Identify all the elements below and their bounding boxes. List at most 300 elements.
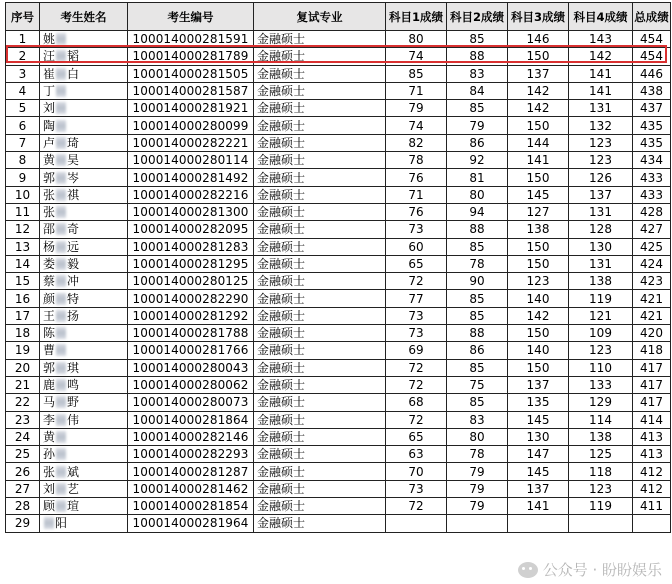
name-given: 伟 — [67, 412, 80, 427]
name-surname: 汪 — [43, 49, 56, 64]
cell-index: 18 — [6, 325, 40, 342]
cell-subject3: 150 — [508, 238, 569, 255]
cell-subject1: 72 — [386, 411, 447, 428]
cell-subject3: 142 — [508, 82, 569, 99]
cell-subject4: 141 — [569, 65, 633, 82]
name-surname: 黄 — [43, 153, 56, 168]
cell-major: 金融硕士 — [254, 411, 386, 428]
wechat-icon — [518, 562, 538, 578]
cell-id: 100014000281964 — [128, 515, 254, 532]
cell-total: 414 — [633, 411, 671, 428]
cell-index: 2 — [6, 48, 40, 65]
cell-subject1: 70 — [386, 463, 447, 480]
cell-total: 412 — [633, 463, 671, 480]
cell-index: 10 — [6, 186, 40, 203]
name-surname: 曹 — [43, 343, 56, 358]
table-row — [6, 117, 671, 134]
cell-id: 100014000281788 — [128, 325, 254, 342]
cell-subject2: 85 — [447, 394, 508, 411]
cell-subject3: 144 — [508, 134, 569, 151]
cell-major: 金融硕士 — [254, 82, 386, 99]
name-given: 鸣 — [67, 378, 80, 393]
cell-id: 100014000280062 — [128, 376, 254, 393]
table-row — [6, 411, 671, 428]
cell-id: 100014000281766 — [128, 342, 254, 359]
cell-total: 417 — [633, 359, 671, 376]
cell-total: 411 — [633, 498, 671, 515]
table-row — [6, 376, 671, 393]
cell-total: 418 — [633, 342, 671, 359]
cell-name — [40, 48, 128, 65]
name-surname: 娄 — [43, 257, 56, 271]
cell-major: 金融硕士 — [254, 273, 386, 290]
cell-index: 11 — [6, 203, 40, 220]
name-redaction — [56, 189, 66, 201]
cell-total: 413 — [633, 446, 671, 463]
name-surname: 王 — [43, 308, 56, 323]
name-redaction — [56, 223, 66, 235]
cell-subject1: 82 — [386, 134, 447, 151]
cell-total: 417 — [633, 394, 671, 411]
cell-name — [40, 273, 128, 290]
name-redaction — [56, 466, 66, 478]
cell-total: 424 — [633, 255, 671, 272]
cell-subject1: 80 — [386, 31, 447, 48]
cell-subject4: 132 — [569, 117, 633, 134]
cell-index: 3 — [6, 65, 40, 82]
name-surname: 丁 — [43, 84, 56, 99]
cell-major: 金融硕士 — [254, 238, 386, 255]
cell-name — [40, 325, 128, 342]
cell-name — [40, 446, 128, 463]
cell-subject2: 85 — [447, 290, 508, 307]
cell-major: 金融硕士 — [254, 203, 386, 220]
cell-name — [40, 31, 128, 48]
cell-subject3: 140 — [508, 290, 569, 307]
cell-total: 413 — [633, 428, 671, 445]
name-redaction — [56, 500, 66, 512]
cell-subject3: 142 — [508, 100, 569, 117]
cell-index: 14 — [6, 255, 40, 272]
cell-subject3: 150 — [508, 48, 569, 65]
cell-major: 金融硕士 — [254, 359, 386, 376]
name-surname: 邵 — [43, 222, 56, 237]
cell-index: 22 — [6, 394, 40, 411]
cell-name — [40, 117, 128, 134]
cell-subject4: 125 — [569, 446, 633, 463]
cell-major: 金融硕士 — [254, 134, 386, 151]
table-row — [6, 238, 671, 255]
cell-subject2: 83 — [447, 65, 508, 82]
cell-name — [40, 238, 128, 255]
cell-id: 100014000280043 — [128, 359, 254, 376]
cell-subject3: 130 — [508, 428, 569, 445]
name-redaction — [56, 241, 66, 253]
cell-name — [40, 307, 128, 324]
cell-subject4: 128 — [569, 221, 633, 238]
cell-subject3: 146 — [508, 31, 569, 48]
name-redaction — [56, 85, 66, 97]
table-row — [6, 498, 671, 515]
cell-name — [40, 186, 128, 203]
cell-subject4: 114 — [569, 411, 633, 428]
name-given: 瑄 — [67, 499, 80, 514]
name-given: 白 — [67, 66, 80, 81]
cell-subject1: 65 — [386, 255, 447, 272]
cell-subject3: 127 — [508, 203, 569, 220]
header-id: 考生编号 — [128, 3, 254, 31]
cell-index: 17 — [6, 307, 40, 324]
cell-subject4: 143 — [569, 31, 633, 48]
name-surname: 黄 — [43, 429, 56, 444]
name-redaction — [56, 344, 66, 356]
name-redaction — [56, 258, 66, 270]
name-given: 祺 — [67, 187, 80, 202]
cell-subject2: 85 — [447, 100, 508, 117]
cell-subject3: 145 — [508, 463, 569, 480]
table-row — [6, 169, 671, 186]
cell-subject1: 73 — [386, 221, 447, 238]
header-subject2: 科目2成绩 — [447, 3, 508, 31]
name-surname: 郭 — [43, 360, 56, 375]
cell-index: 5 — [6, 100, 40, 117]
cell-subject2: 80 — [447, 428, 508, 445]
cell-total: 425 — [633, 238, 671, 255]
cell-subject4: 138 — [569, 273, 633, 290]
cell-subject2: 84 — [447, 82, 508, 99]
cell-subject4: 110 — [569, 359, 633, 376]
name-redaction — [56, 396, 66, 408]
name-given: 阳 — [55, 516, 68, 531]
cell-index: 21 — [6, 376, 40, 393]
header-name: 考生姓名 — [40, 3, 128, 31]
cell-subject1: 73 — [386, 325, 447, 342]
cell-id: 100014000282290 — [128, 290, 254, 307]
cell-major: 金融硕士 — [254, 515, 386, 532]
table-row — [6, 273, 671, 290]
name-surname: 陈 — [43, 326, 56, 341]
cell-subject4: 126 — [569, 169, 633, 186]
cell-major: 金融硕士 — [254, 463, 386, 480]
cell-major: 金融硕士 — [254, 117, 386, 134]
cell-subject2: 90 — [447, 273, 508, 290]
cell-subject3: 150 — [508, 359, 569, 376]
cell-major: 金融硕士 — [254, 31, 386, 48]
cell-subject2: 85 — [447, 31, 508, 48]
cell-name — [40, 169, 128, 186]
cell-id: 100014000281283 — [128, 238, 254, 255]
cell-subject1: 73 — [386, 307, 447, 324]
name-given: 奇 — [67, 222, 80, 237]
cell-index: 26 — [6, 463, 40, 480]
cell-subject3: 138 — [508, 221, 569, 238]
cell-subject2: 85 — [447, 359, 508, 376]
cell-subject2: 86 — [447, 342, 508, 359]
header-index: 序号 — [6, 3, 40, 31]
cell-subject2: 88 — [447, 325, 508, 342]
table-row — [6, 134, 671, 151]
watermark-text: 公众号 · 盼盼娱乐 — [542, 561, 662, 579]
cell-id: 100014000280125 — [128, 273, 254, 290]
cell-major: 金融硕士 — [254, 48, 386, 65]
cell-subject3: 135 — [508, 394, 569, 411]
cell-id: 100014000282146 — [128, 428, 254, 445]
cell-id: 100014000281591 — [128, 31, 254, 48]
name-redaction — [56, 102, 66, 114]
cell-subject2: 85 — [447, 238, 508, 255]
name-surname: 鹿 — [43, 378, 56, 393]
cell-index: 28 — [6, 498, 40, 515]
cell-total: 420 — [633, 325, 671, 342]
cell-subject2 — [447, 515, 508, 532]
cell-subject2: 78 — [447, 446, 508, 463]
table-row — [6, 428, 671, 445]
cell-name — [40, 498, 128, 515]
cell-subject2: 88 — [447, 48, 508, 65]
cell-subject1: 74 — [386, 117, 447, 134]
cell-subject4: 142 — [569, 48, 633, 65]
cell-subject3 — [508, 515, 569, 532]
cell-total: 421 — [633, 307, 671, 324]
header-total: 总成绩 — [633, 3, 671, 31]
cell-subject4: 123 — [569, 134, 633, 151]
table-row — [6, 515, 671, 532]
cell-major: 金融硕士 — [254, 290, 386, 307]
table-row — [6, 307, 671, 324]
cell-subject3: 150 — [508, 325, 569, 342]
cell-name — [40, 411, 128, 428]
table-row — [6, 359, 671, 376]
cell-subject4: 138 — [569, 428, 633, 445]
cell-subject2: 81 — [447, 169, 508, 186]
name-redaction — [56, 310, 66, 322]
name-surname: 杨 — [43, 239, 56, 254]
cell-index: 15 — [6, 273, 40, 290]
cell-name — [40, 515, 128, 532]
cell-index: 19 — [6, 342, 40, 359]
table-row — [6, 82, 671, 99]
cell-subject4: 131 — [569, 100, 633, 117]
cell-subject4: 131 — [569, 203, 633, 220]
name-redaction — [56, 275, 66, 287]
name-given: 特 — [67, 291, 80, 306]
table-row — [6, 463, 671, 480]
cell-name — [40, 100, 128, 117]
score-table — [5, 2, 671, 533]
cell-subject3: 137 — [508, 480, 569, 497]
cell-subject2: 79 — [447, 498, 508, 515]
cell-subject2: 75 — [447, 376, 508, 393]
name-surname: 崔 — [43, 66, 56, 81]
cell-total: 454 — [633, 48, 671, 65]
table-row — [6, 31, 671, 48]
cell-index: 16 — [6, 290, 40, 307]
cell-subject4: 109 — [569, 325, 633, 342]
name-given: 野 — [67, 395, 80, 410]
cell-major: 金融硕士 — [254, 307, 386, 324]
table-row — [6, 203, 671, 220]
table-row — [6, 480, 671, 497]
cell-total: 438 — [633, 82, 671, 99]
cell-subject4: 118 — [569, 463, 633, 480]
cell-subject2: 92 — [447, 152, 508, 169]
name-redaction — [56, 154, 66, 166]
cell-subject2: 78 — [447, 255, 508, 272]
cell-subject3: 141 — [508, 498, 569, 515]
name-redaction — [56, 483, 66, 495]
cell-subject2: 79 — [447, 480, 508, 497]
cell-total: 454 — [633, 31, 671, 48]
name-surname: 刘 — [43, 101, 56, 116]
name-surname: 颜 — [43, 291, 56, 306]
cell-subject4: 123 — [569, 152, 633, 169]
name-given: 琦 — [67, 135, 80, 150]
cell-index: 12 — [6, 221, 40, 238]
cell-id: 100014000280099 — [128, 117, 254, 134]
cell-subject2: 85 — [447, 307, 508, 324]
cell-id: 100014000281921 — [128, 100, 254, 117]
cell-subject3: 140 — [508, 342, 569, 359]
cell-subject1: 76 — [386, 203, 447, 220]
cell-subject3: 150 — [508, 169, 569, 186]
cell-subject4: 133 — [569, 376, 633, 393]
cell-subject1: 78 — [386, 152, 447, 169]
cell-index: 20 — [6, 359, 40, 376]
name-given: 斌 — [67, 464, 80, 479]
name-redaction — [56, 33, 66, 45]
cell-id: 100014000282095 — [128, 221, 254, 238]
name-surname: 卢 — [43, 135, 56, 150]
cell-name — [40, 394, 128, 411]
cell-total: 428 — [633, 203, 671, 220]
cell-id: 100014000281287 — [128, 463, 254, 480]
cell-id: 100014000281789 — [128, 48, 254, 65]
name-given: 昊 — [67, 153, 80, 168]
cell-name — [40, 376, 128, 393]
table-header — [6, 3, 671, 31]
name-redaction — [56, 293, 66, 305]
name-given: 艺 — [67, 481, 80, 496]
table-row — [6, 186, 671, 203]
cell-subject1: 69 — [386, 342, 447, 359]
cell-index: 7 — [6, 134, 40, 151]
table-row — [6, 325, 671, 342]
cell-subject1: 73 — [386, 480, 447, 497]
cell-subject3: 150 — [508, 117, 569, 134]
cell-name — [40, 221, 128, 238]
cell-total: 421 — [633, 290, 671, 307]
cell-id: 100014000281462 — [128, 480, 254, 497]
cell-name — [40, 290, 128, 307]
cell-subject3: 145 — [508, 186, 569, 203]
name-redaction — [56, 172, 66, 184]
watermark — [518, 559, 662, 580]
cell-index: 9 — [6, 169, 40, 186]
cell-subject3: 123 — [508, 273, 569, 290]
name-given: 琪 — [67, 360, 80, 375]
cell-subject1: 72 — [386, 376, 447, 393]
name-surname: 顾 — [43, 499, 56, 514]
cell-subject1: 65 — [386, 428, 447, 445]
cell-name — [40, 65, 128, 82]
name-given: 岑 — [67, 170, 80, 185]
cell-subject2: 83 — [447, 411, 508, 428]
cell-subject1 — [386, 515, 447, 532]
cell-index: 8 — [6, 152, 40, 169]
cell-total: 433 — [633, 169, 671, 186]
cell-index: 4 — [6, 82, 40, 99]
name-redaction — [56, 414, 66, 426]
name-surname: 姚 — [43, 32, 56, 47]
name-redaction — [56, 327, 66, 339]
cell-index: 1 — [6, 31, 40, 48]
table-row — [6, 152, 671, 169]
name-surname: 李 — [43, 412, 56, 427]
cell-subject4: 137 — [569, 186, 633, 203]
cell-major: 金融硕士 — [254, 342, 386, 359]
cell-name — [40, 152, 128, 169]
name-given: 毅 — [67, 257, 80, 271]
cell-subject1: 72 — [386, 498, 447, 515]
cell-total: 427 — [633, 221, 671, 238]
table-row — [6, 221, 671, 238]
cell-subject1: 76 — [386, 169, 447, 186]
name-surname: 蔡 — [43, 274, 56, 289]
cell-id: 100014000281587 — [128, 82, 254, 99]
cell-subject1: 71 — [386, 186, 447, 203]
name-redaction — [56, 379, 66, 391]
cell-id: 100014000280073 — [128, 394, 254, 411]
cell-major: 金融硕士 — [254, 325, 386, 342]
cell-name — [40, 134, 128, 151]
cell-subject2: 88 — [447, 221, 508, 238]
cell-id: 100014000282293 — [128, 446, 254, 463]
cell-subject3: 141 — [508, 152, 569, 169]
cell-id: 100014000281492 — [128, 169, 254, 186]
name-redaction — [56, 120, 66, 132]
cell-id: 100014000282221 — [128, 134, 254, 151]
cell-id: 100014000281864 — [128, 411, 254, 428]
table-row — [6, 290, 671, 307]
table-row — [6, 255, 671, 272]
cell-major: 金融硕士 — [254, 100, 386, 117]
header-subject1: 科目1成绩 — [386, 3, 447, 31]
name-surname: 张 — [43, 464, 56, 479]
cell-subject1: 79 — [386, 100, 447, 117]
name-given: 冲 — [67, 274, 80, 289]
cell-total: 435 — [633, 134, 671, 151]
cell-major: 金融硕士 — [254, 428, 386, 445]
cell-name — [40, 428, 128, 445]
cell-total: 417 — [633, 376, 671, 393]
name-given: 远 — [67, 239, 80, 254]
table-row — [6, 446, 671, 463]
cell-subject1: 72 — [386, 273, 447, 290]
table-row — [6, 342, 671, 359]
cell-subject1: 77 — [386, 290, 447, 307]
name-surname: 张 — [43, 187, 56, 202]
name-surname: 陶 — [43, 118, 56, 133]
cell-index: 25 — [6, 446, 40, 463]
cell-subject4: 141 — [569, 82, 633, 99]
name-redaction — [44, 517, 54, 529]
cell-name — [40, 480, 128, 497]
cell-major: 金融硕士 — [254, 394, 386, 411]
cell-subject3: 137 — [508, 376, 569, 393]
cell-subject4: 121 — [569, 307, 633, 324]
cell-id: 100014000280114 — [128, 152, 254, 169]
name-redaction — [56, 431, 66, 443]
